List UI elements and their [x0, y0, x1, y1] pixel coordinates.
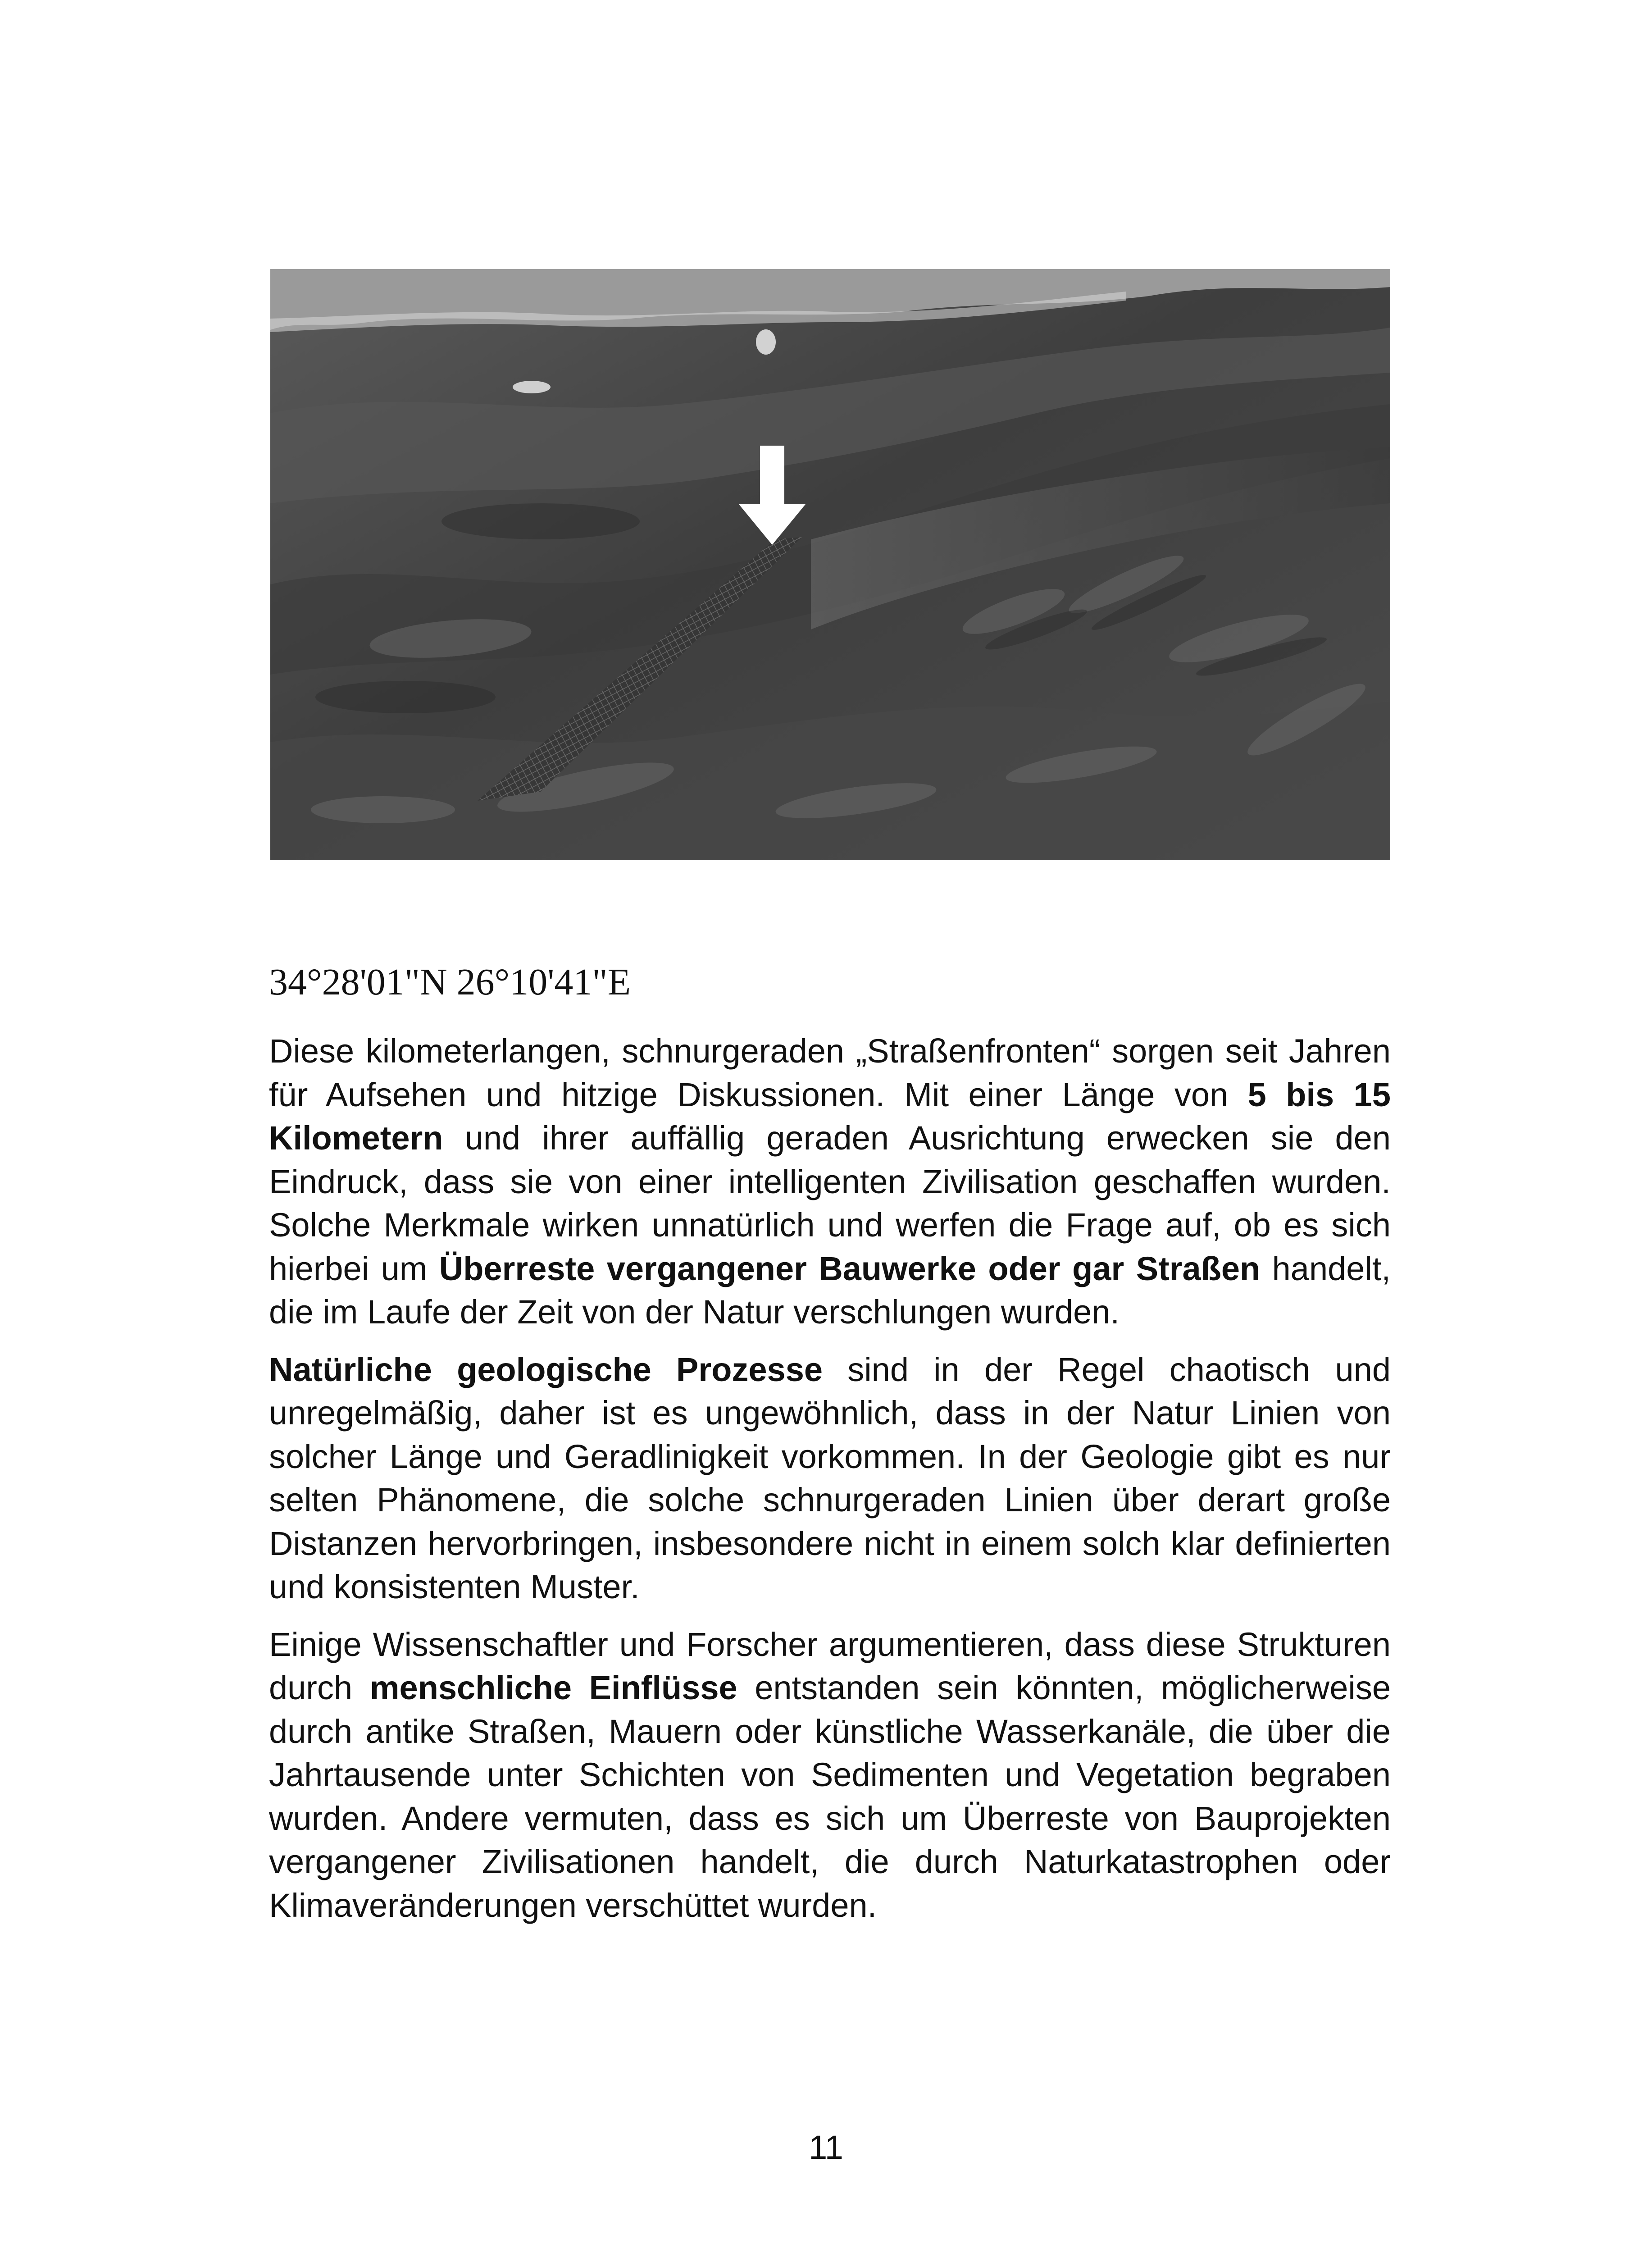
- island-left: [513, 381, 551, 393]
- paragraph-3-bold-1: menschliche Einflüsse: [369, 1669, 737, 1706]
- paragraph-3-text-2: entstanden sein könnten, möglicherweise durch antike Straßen, Mauern oder künstliche Wasserkanäle, die über die Jahrtausende unter Schichten von Sedimenten und Vegetation begraben wurden. Andere vermuten, dass es sich um Überreste von Bauprojekten vergangener Zivilisationen handelt, die durch Naturkatastrophen oder Klimaveränderungen verschüttet wurden.: [269, 1669, 1391, 1924]
- seafloor-image-drawing: [270, 269, 1390, 860]
- paragraph-3: [269, 1623, 1391, 1928]
- paragraph-1-text-3: handelt, die im Laufe der Zeit von der Natur verschlungen wurden.: [269, 1250, 1391, 1331]
- seafloor-satellite-image: [270, 269, 1390, 860]
- body-text: [269, 1030, 1391, 1941]
- page-number: 11: [809, 2129, 843, 2166]
- paragraph-1-bold-1: 5 bis 15 Kilometern: [269, 1076, 1391, 1157]
- paragraph-2: [269, 1348, 1391, 1609]
- paragraph-1-text-2: und ihrer auffällig geraden Ausrichtung erwecken sie den Eindruck, dass sie von einer intelligenten Zivilisation geschaffen wurden. Solche Merkmale wirken unnatürlich und werfen die Frage auf, ob es sich hierbei um: [269, 1119, 1391, 1287]
- paragraph-2-text-1: sind in der Regel chaotisch und unregelmäßig, daher ist es ungewöhnlich, dass in der Natur Linien von solcher Länge und Geradlinigkeit vorkommen. In der Geologie gibt es nur selten Phänomene, die solche schnurgeraden Linien über derart große Distanzen hervorbringen, insbesondere nicht in einem solch klar definierten und konsistenten Muster.: [269, 1350, 1391, 1605]
- island-right: [756, 329, 776, 355]
- paragraph-1-text-1: Diese kilometerlangen, schnurgeraden „Straßenfronten“ sorgen seit Jahren für Aufsehen und hitzige Diskussionen. Mit einer Länge von: [269, 1032, 1391, 1113]
- paragraph-1-bold-2: Überreste vergangener Bauwerke oder gar Straßen: [439, 1250, 1261, 1287]
- paragraph-2-bold-1: Natürliche geologische Prozesse: [269, 1350, 823, 1388]
- paragraph-1: [269, 1030, 1391, 1334]
- coordinates-heading: 34°28'01"N 26°10'41"E: [269, 961, 631, 1003]
- paragraph-3-text-1: Einige Wissenschaftler und Forscher argumentieren, dass diese Strukturen durch: [269, 1625, 1391, 1706]
